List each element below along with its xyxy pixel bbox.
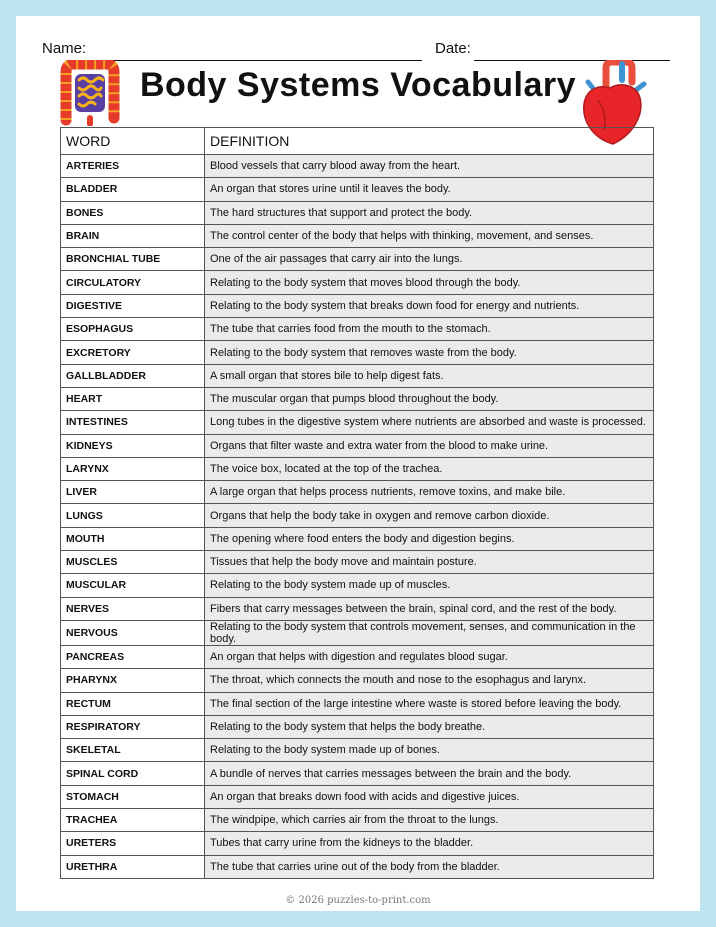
name-label: Name:	[42, 40, 87, 57]
vocab-definition: A small organ that stores bile to help digest fats.	[205, 364, 654, 387]
vocab-definition: Relating to the body system that moves blood through the body.	[205, 271, 654, 294]
page-title: Body Systems Vocabulary	[139, 66, 577, 104]
copyright-footer: © 2026 puzzles-to-print.com	[285, 895, 431, 906]
vocab-word: INTESTINES	[61, 411, 205, 434]
column-header-definition: DEFINITION	[205, 128, 654, 155]
table-row	[61, 669, 654, 692]
vocab-definition: Organs that help the body take in oxygen and remove carbon dioxide.	[205, 504, 654, 527]
vocab-definition: Blood vessels that carry blood away from the heart.	[205, 155, 654, 178]
table-row	[61, 809, 654, 832]
vocab-word: BLADDER	[61, 178, 205, 201]
table-row	[61, 620, 654, 645]
vocab-word: EXCRETORY	[61, 341, 205, 364]
table-row	[61, 318, 654, 341]
table-row	[61, 457, 654, 480]
table-body	[61, 155, 654, 879]
vocab-definition: One of the air passages that carry air into the lungs.	[205, 248, 654, 271]
vocab-word: DIGESTIVE	[61, 294, 205, 317]
vocab-word: MOUTH	[61, 527, 205, 550]
table-row	[61, 387, 654, 410]
vocab-word: ESOPHAGUS	[61, 318, 205, 341]
name-date-row	[42, 40, 670, 64]
table-row	[61, 785, 654, 808]
vocab-definition: The throat, which connects the mouth and nose to the esophagus and larynx.	[205, 669, 654, 692]
table-row	[61, 224, 654, 247]
vocab-definition: An organ that breaks down food with acids and digestive juices.	[205, 785, 654, 808]
vocab-definition: An organ that helps with digestion and regulates blood sugar.	[205, 645, 654, 668]
table-row	[61, 294, 654, 317]
vocab-word: MUSCULAR	[61, 574, 205, 597]
table-row	[61, 504, 654, 527]
vocab-word: CIRCULATORY	[61, 271, 205, 294]
table-row	[61, 434, 654, 457]
table-row	[61, 201, 654, 224]
vocab-definition: The final section of the large intestine where waste is stored before leaving the body.	[205, 692, 654, 715]
vocab-definition: An organ that stores urine until it leaves the body.	[205, 178, 654, 201]
vocab-definition: Tubes that carry urine from the kidneys to the bladder.	[205, 832, 654, 855]
vocab-word: PANCREAS	[61, 645, 205, 668]
vocab-word: STOMACH	[61, 785, 205, 808]
vocab-definition: The opening where food enters the body and digestion begins.	[205, 527, 654, 550]
vocab-word: RESPIRATORY	[61, 715, 205, 738]
vocab-word: SPINAL CORD	[61, 762, 205, 785]
vocab-definition: The tube that carries food from the mouth to the stomach.	[205, 318, 654, 341]
vocab-definition: Relating to the body system that controls movement, senses, and communication in the body.	[205, 620, 654, 645]
vocabulary-table	[60, 127, 654, 879]
vocab-definition: Relating to the body system that breaks down food for energy and nutrients.	[205, 294, 654, 317]
vocab-word: BRONCHIAL TUBE	[61, 248, 205, 271]
vocab-word: LIVER	[61, 481, 205, 504]
vocab-definition: Long tubes in the digestive system where nutrients are absorbed and waste is processed.	[205, 411, 654, 434]
vocab-definition: Relating to the body system made up of bones.	[205, 739, 654, 762]
table-row	[61, 178, 654, 201]
vocab-word: BONES	[61, 201, 205, 224]
vocab-definition: The hard structures that support and protect the body.	[205, 201, 654, 224]
vocab-word: HEART	[61, 387, 205, 410]
vocab-word: URETERS	[61, 832, 205, 855]
vocab-definition: Organs that filter waste and extra water from the blood to make urine.	[205, 434, 654, 457]
vocab-word: ARTERIES	[61, 155, 205, 178]
table-row	[61, 481, 654, 504]
name-line	[88, 60, 422, 61]
vocab-word: SKELETAL	[61, 739, 205, 762]
vocab-definition: The tube that carries urine out of the body from the bladder.	[205, 855, 654, 878]
vocab-word: BRAIN	[61, 224, 205, 247]
vocab-definition: Relating to the body system that helps the body breathe.	[205, 715, 654, 738]
worksheet-page	[16, 16, 700, 911]
vocab-word: MUSCLES	[61, 551, 205, 574]
table-row	[61, 411, 654, 434]
vocab-definition: A bundle of nerves that carries messages between the brain and the body.	[205, 762, 654, 785]
table-row	[61, 692, 654, 715]
table-row	[61, 739, 654, 762]
vocab-word: GALLBLADDER	[61, 364, 205, 387]
vocab-definition: The voice box, located at the top of the trachea.	[205, 457, 654, 480]
table-row	[61, 715, 654, 738]
table-row	[61, 574, 654, 597]
vocab-word: PHARYNX	[61, 669, 205, 692]
table-row	[61, 597, 654, 620]
table-row	[61, 832, 654, 855]
vocab-word: LUNGS	[61, 504, 205, 527]
vocab-definition: Fibers that carry messages between the brain, spinal cord, and the rest of the body.	[205, 597, 654, 620]
vocab-word: RECTUM	[61, 692, 205, 715]
vocab-word: KIDNEYS	[61, 434, 205, 457]
vocab-definition: The windpipe, which carries air from the throat to the lungs.	[205, 809, 654, 832]
table-row	[61, 855, 654, 878]
table-header-row	[61, 128, 654, 155]
table-row	[61, 551, 654, 574]
vocab-word: NERVOUS	[61, 620, 205, 645]
table-row	[61, 364, 654, 387]
table-row	[61, 341, 654, 364]
vocab-word: TRACHEA	[61, 809, 205, 832]
table-row	[61, 762, 654, 785]
vocab-definition: Relating to the body system that removes waste from the body.	[205, 341, 654, 364]
table-row	[61, 271, 654, 294]
vocab-definition: A large organ that helps process nutrients, remove toxins, and make bile.	[205, 481, 654, 504]
table-row	[61, 155, 654, 178]
vocab-word: URETHRA	[61, 855, 205, 878]
table-row	[61, 527, 654, 550]
table-row	[61, 248, 654, 271]
table-row	[61, 645, 654, 668]
vocab-definition: Tissues that help the body move and maintain posture.	[205, 551, 654, 574]
vocab-word: NERVES	[61, 597, 205, 620]
vocab-definition: The control center of the body that helps with thinking, movement, and senses.	[205, 224, 654, 247]
vocab-word: LARYNX	[61, 457, 205, 480]
date-label: Date:	[435, 40, 471, 57]
vocab-definition: Relating to the body system made up of muscles.	[205, 574, 654, 597]
column-header-word: WORD	[61, 128, 205, 155]
vocab-definition: The muscular organ that pumps blood throughout the body.	[205, 387, 654, 410]
